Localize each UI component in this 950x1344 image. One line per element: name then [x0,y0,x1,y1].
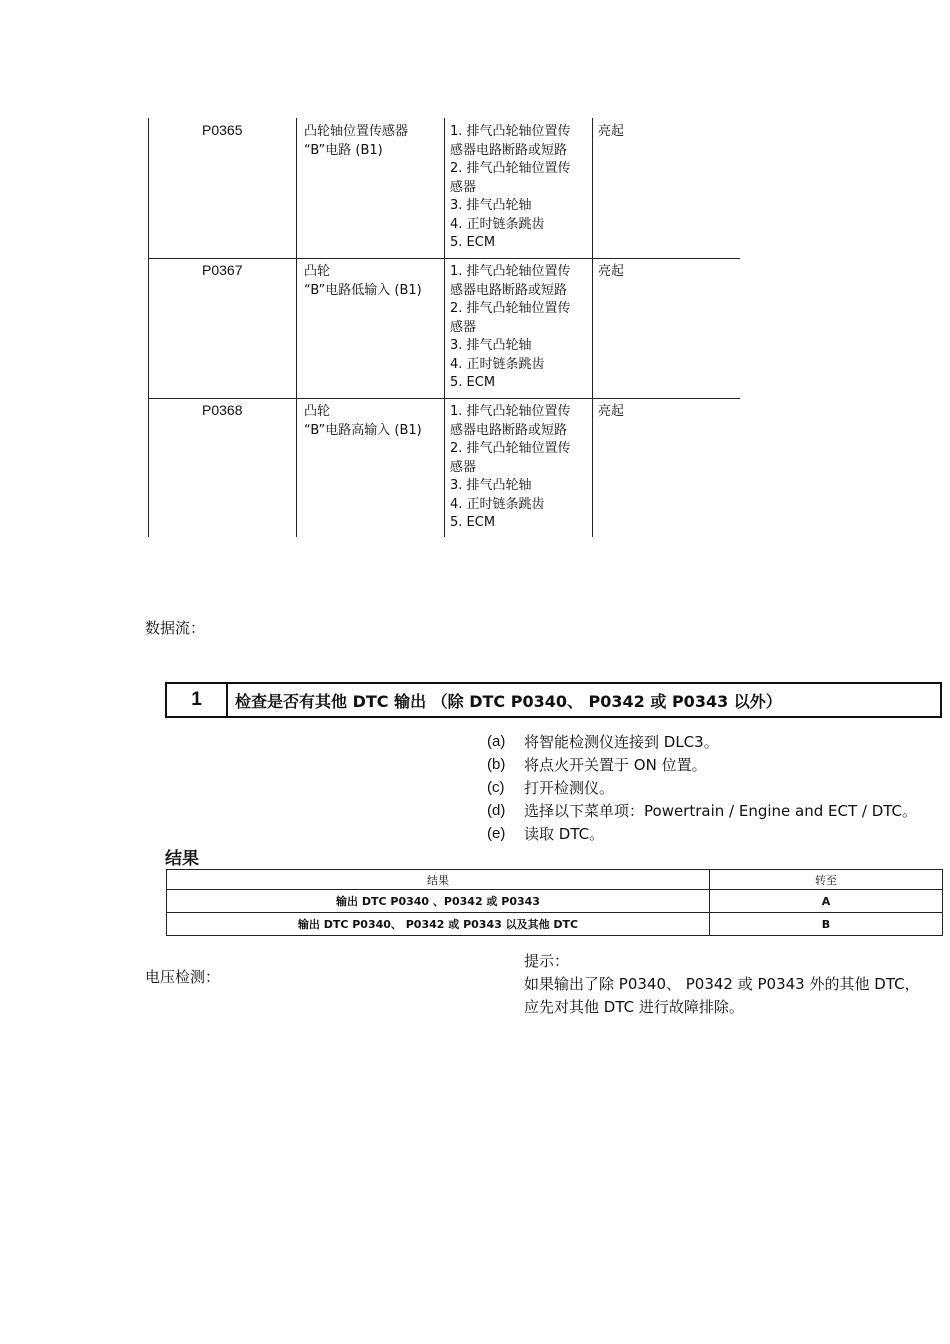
dtc-causes: 1. 排气凸轮轴位置传 感器电路断路或短路 2. 排气凸轮轴位置传 感器 3. 排气凸轮轴 4. 正时链条跳齿 5. ECM [450,264,571,390]
hint-line: 如果输出了除 P0340、 P0342 或 P0343 外的其他 DTC， [524,975,920,993]
result-heading: 结果 [165,849,199,869]
dtc-causes: 1. 排气凸轮轴位置传 感器电路断路或短路 2. 排气凸轮轴位置传 感器 3. 排气凸轮轴 4. 正时链条跳齿 5. ECM [450,124,571,250]
table-row [167,913,943,936]
voltage-check-label: 电压检测： [145,968,221,986]
hint-block [524,950,920,1019]
result-cell: 输出 DTC P0340 、P0342 或 P0343 [167,890,710,913]
dtc-name: 凸轮 “B”电路低输入 (B1) [304,264,422,298]
data-stream-label: 数据流： [145,619,206,637]
goto-cell: A [710,890,943,913]
column-header: 结果 [167,870,710,890]
step-header [165,682,942,718]
instruction-list [487,730,917,845]
result-cell: 输出 DTC P0340、 P0342 或 P0343 以及其他 DTC [167,913,710,936]
mil-status: 亮起 [598,264,625,279]
instruction-item: (b) 将点火开关置于 ON 位置。 [487,756,707,774]
instruction-item: (d) 选择以下菜单项：Powertrain / Engine and ECT / DTC。 [487,802,918,820]
dtc-causes: 1. 排气凸轮轴位置传 感器电路断路或短路 2. 排气凸轮轴位置传 感器 3. 排气凸轮轴 4. 正时链条跳齿 5. ECM [450,404,571,530]
dtc-table [148,118,740,537]
instruction-item: (a) 将智能检测仪连接到 DLC3。 [487,733,719,751]
dtc-name: 凸轮轴位置传感器 “B”电路 (B1) [304,124,409,158]
instruction-item: (e) 读取 DTC。 [487,825,605,843]
table-header-row [167,870,943,890]
dtc-code: P0368 [202,402,243,418]
hint-line: 应先对其他 DTC 进行故障排除。 [524,998,744,1016]
goto-cell: B [710,913,943,936]
instruction-item: (c) 打开检测仪。 [487,779,615,797]
dtc-name: 凸轮 “B”电路高输入 (B1) [304,404,422,438]
step-title: 检查是否有其他 DTC 输出 （除 DTC P0340、 P0342 或 P0343 以外） [235,691,782,711]
mil-status: 亮起 [598,404,625,419]
hint-title: 提示： [524,952,570,970]
result-table [166,869,943,936]
table-row [167,890,943,913]
dtc-code: P0365 [202,122,243,138]
mil-status: 亮起 [598,124,625,139]
column-header: 转至 [710,870,943,890]
dtc-code: P0367 [202,262,243,278]
step-number: 1 [167,684,228,716]
